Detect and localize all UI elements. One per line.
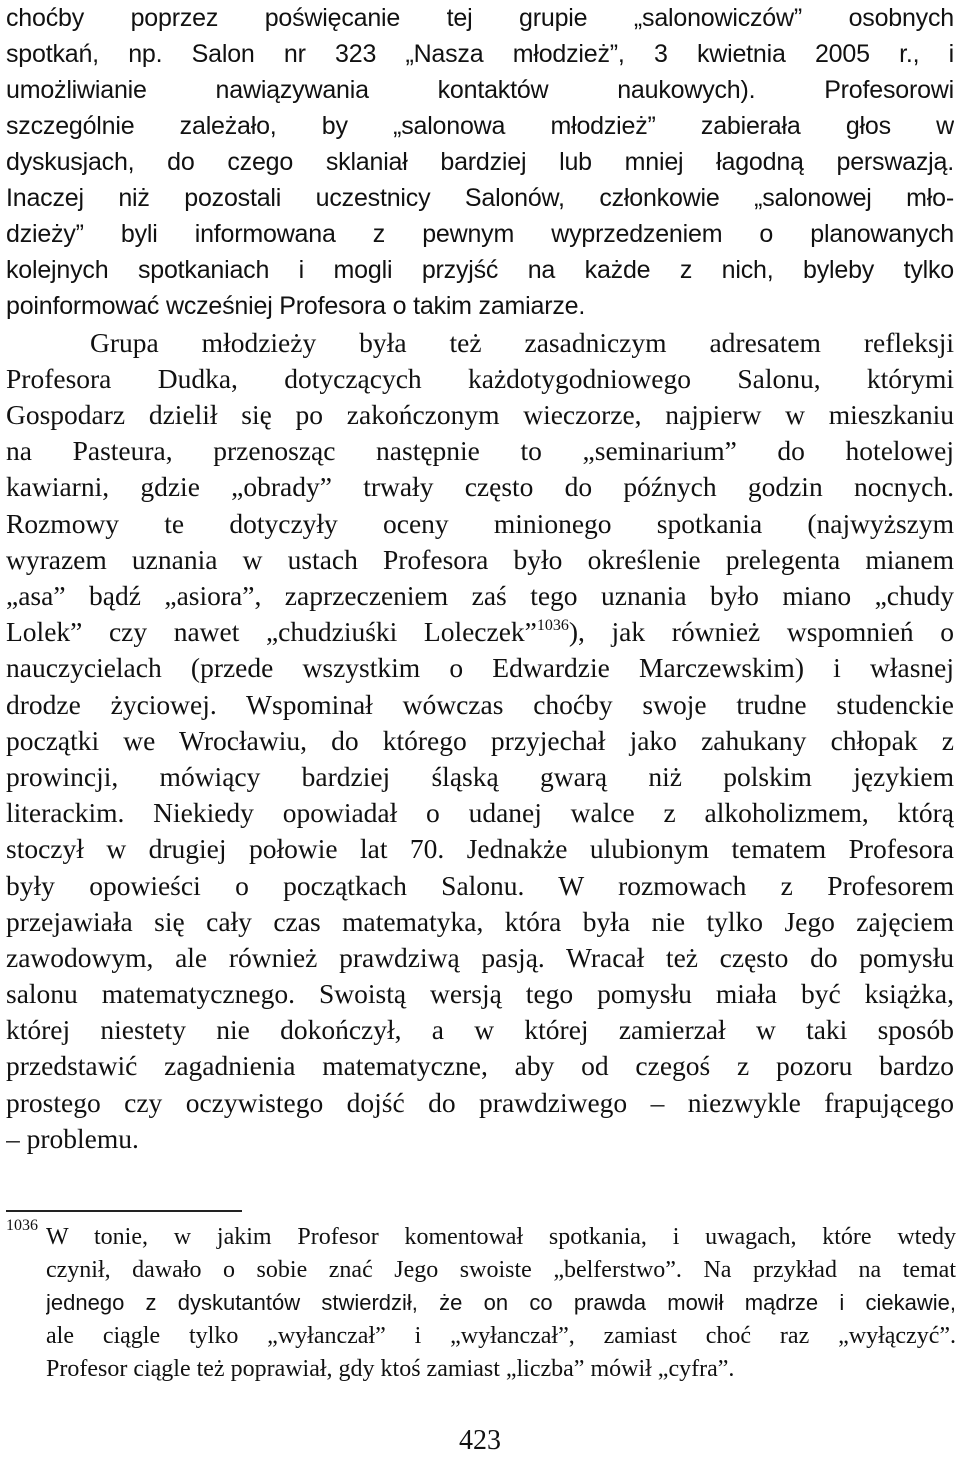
body-line: kawiarni, gdzie „obrady” trwały często do późnych godzin nocnych.: [6, 471, 954, 502]
footnote-line: jednego z dyskutantów stwierdził, że on co prawda mowił mądrze i ciekawie,: [46, 1290, 956, 1315]
body-line: kolejnych spotkaniach i mogli przyjść na każde z nich, byleby tylko: [6, 256, 954, 284]
body-line: przejawiała się cały czas matematyka, która była nie tylko Jego zajęciem: [6, 906, 954, 937]
body-line: prostego czy oczywistego dojść do prawdziwego – niezwykle frapującego: [6, 1087, 954, 1118]
body-line: – problemu.: [6, 1123, 139, 1154]
body-line: wyrazem uznania w ustach Profesora było określenie prelegenta mianem: [6, 544, 954, 575]
body-line: stoczył w drugiej połowie lat 70. Jednakże ulubionym tematem Profesora: [6, 833, 954, 864]
body-line: Inaczej niż pozostali uczestnicy Salonów, członkowie „salonowej mło-: [6, 184, 954, 212]
footnote-line: ale ciągle tylko „wyłanczał” i „wyłanczał”, zamiast choć raz „wyłączyć”.: [46, 1323, 956, 1349]
body-line: prowincji, mówiący bardziej śląską gwarą niż polskim językiem: [6, 761, 954, 792]
body-line: początki we Wrocławiu, do którego przyjechał jako zahukany chłopak z: [6, 725, 954, 756]
body-line: zawodowym, ale również prawdziwą pasją. Wracał też często do pomysłu: [6, 942, 954, 973]
body-line: na Pasteura, przenosząc następnie to „seminarium” do hotelowej: [6, 435, 954, 466]
body-line: której niestety nie dokończył, a w której zamierzał w taki sposób: [6, 1014, 954, 1045]
footnote-number: 1036: [6, 1217, 38, 1234]
body-line: Gospodarz dzielił się po zakończonym wieczorze, najpierw w mieszkaniu: [6, 399, 954, 430]
body-line: umożliwianie nawiązywania kontaktów naukowych). Profesorowi: [6, 76, 954, 104]
body-line-tail: ), jak również wspomnień o: [568, 616, 954, 647]
page-number: 423: [459, 1425, 501, 1456]
body-line: spotkań, np. Salon nr 323 „Nasza młodzież”, 3 kwietnia 2005 r., i: [6, 40, 954, 68]
paragraph-first-line: Grupa młodzieży była też zasadniczym adresatem refleksji: [90, 327, 954, 358]
footnote-line: czynił, dawało o sobie znać Jego swoiste „belferstwo”. Na przykład na temat: [46, 1257, 956, 1283]
footnote-separator: [6, 1210, 242, 1212]
footnote-line: W tonie, w jakim Profesor komentował spotkania, i uwagach, które wtedy: [46, 1224, 956, 1250]
body-line: były opowieści o początkach Salonu. W rozmowach z Profesorem: [6, 870, 954, 901]
body-line: literackim. Niekiedy opowiadał o udanej walce z alkoholizmem, którą: [6, 797, 954, 828]
body-line: Rozmowy te dotyczyły oceny minionego spotkania (najwyższym: [6, 508, 954, 539]
body-line: salonu matematycznego. Swoistą wersją tego pomysłu miała być książka,: [6, 978, 954, 1009]
footnote-line: Profesor ciągle też poprawiał, gdy ktoś zamiast „liczba” mówił „cyfra”.: [46, 1356, 735, 1382]
body-line: Profesora Dudka, dotyczących każdotygodniowego Salonu, którymi: [6, 363, 954, 394]
footnote-reference[interactable]: 1036: [536, 617, 569, 634]
body-line: choćby poprzez poświęcanie tej grupie „salonowiczów” osobnych: [6, 4, 954, 32]
body-line: drodze życiowej. Wspominał wówczas choćby swoje trudne studenckie: [6, 689, 954, 720]
body-line: dzieży” byli informowana z pewnym wyprzedzeniem o planowanych: [6, 220, 954, 248]
body-line: „asa” bądź „asiora”, zaprzeczeniem zaś tego uznania było miano „chudy: [6, 580, 954, 611]
body-line: poinformować wcześniej Profesora o takim zamiarze.: [6, 292, 586, 320]
body-line: szczególnie zależało, by „salonowa młodzież” zabierała głos w: [6, 112, 954, 140]
body-line-with-footnote-ref: [6, 614, 954, 650]
body-line: przedstawić zagadnienia matematyczne, aby od czegoś z pozoru bardzo: [6, 1050, 954, 1081]
body-line-head: Lolek” czy nawet „chudziuśki Loleczek”: [6, 616, 537, 647]
body-line: nauczycielach (przede wszystkim o Edwardzie Marczewskim) i własnej: [6, 652, 954, 683]
body-line: dyskusjach, do czego sklaniał bardziej lub mniej łagodną perswazją.: [6, 148, 954, 176]
